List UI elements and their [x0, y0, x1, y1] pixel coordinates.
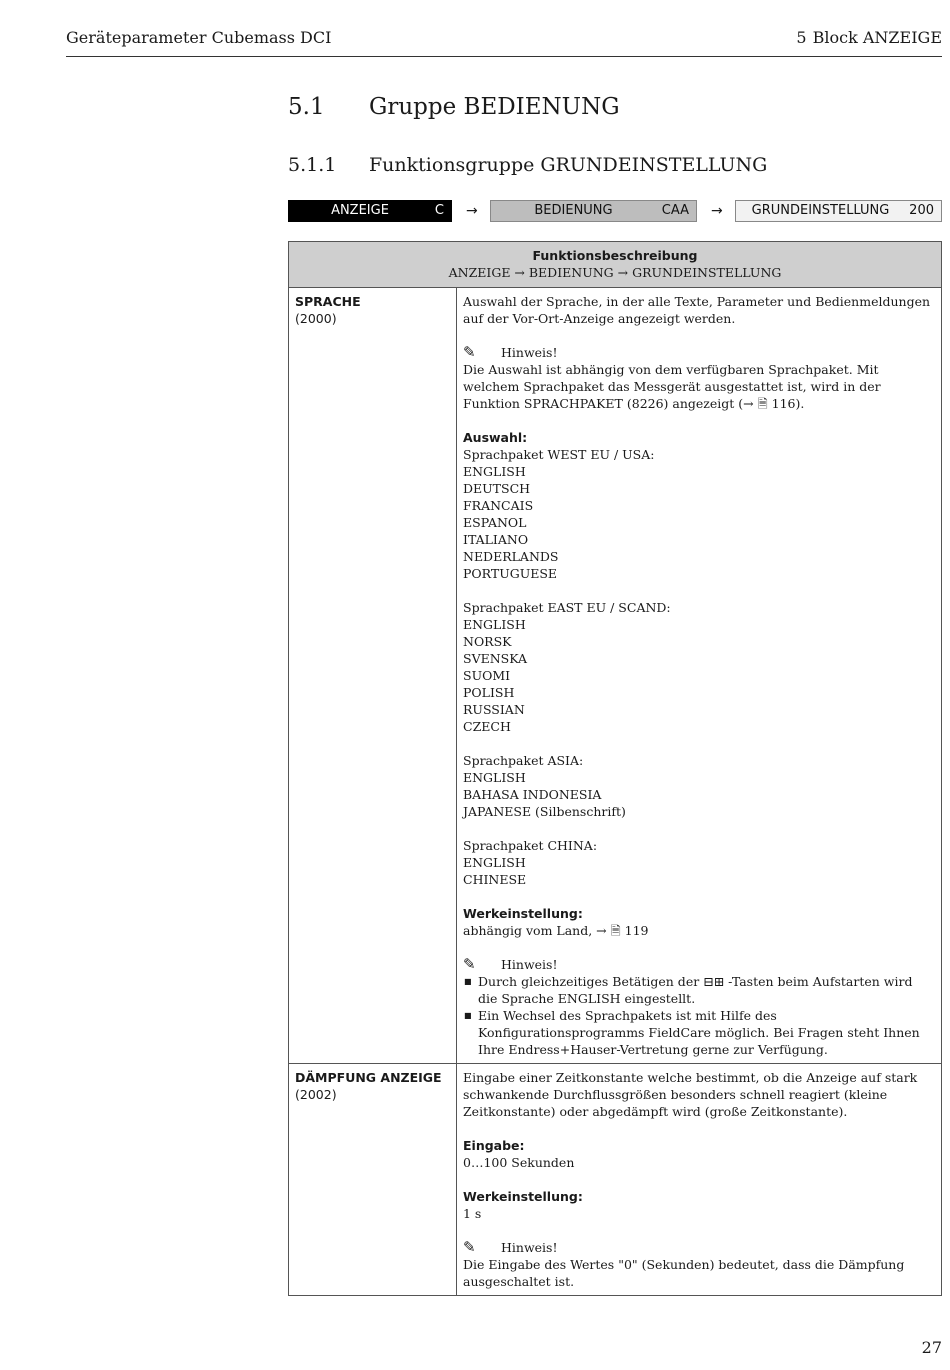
- chapter-header: [790, 28, 942, 47]
- input-value: 0…100 Sekunden: [463, 1155, 575, 1170]
- language-item: CHINESE: [463, 872, 527, 887]
- note-heading: [463, 956, 935, 973]
- section-title: Gruppe BEDIENUNG: [369, 94, 620, 120]
- note-heading: [463, 1239, 935, 1256]
- language-item: NORSK: [463, 634, 512, 649]
- chapter-title: Block ANZEIGE: [812, 28, 942, 47]
- language-item: SVENSKA: [463, 651, 528, 666]
- note-bullet: ■ Durch gleichzeitiges Betätigen der ⊟⊞ -Tasten beim Aufstarten wird die Sprache ENGLISH eingestellt.: [463, 973, 935, 1007]
- note-bullet-list: [463, 973, 935, 1058]
- nav-box-anzeige: [288, 200, 452, 222]
- factory-setting-label: Werkeinstellung:: [463, 906, 583, 921]
- note-heading: [463, 344, 935, 361]
- nav-box-bedienung: [490, 200, 697, 222]
- function-description-cell: [457, 1064, 941, 1295]
- choice-label: Auswahl:: [463, 430, 528, 445]
- function-name: SPRACHE: [295, 294, 361, 309]
- note-label: Hinweis!: [501, 345, 558, 360]
- language-item: SUOMI: [463, 668, 511, 683]
- function-code: (2002): [295, 1087, 337, 1102]
- input-label: Eingabe:: [463, 1138, 525, 1153]
- package-title: Sprachpaket ASIA:: [463, 753, 584, 768]
- function-description-cell: [457, 288, 941, 1063]
- table-row-daempfung: [289, 1064, 941, 1295]
- pencil-icon: ✎: [463, 1238, 476, 1256]
- nav-label: GRUNDEINSTELLUNG: [751, 203, 890, 218]
- factory-setting-value: abhängig vom Land, → 🗎 119: [463, 923, 649, 938]
- language-item: ITALIANO: [463, 532, 529, 547]
- description-text: Auswahl der Sprache, in der alle Texte, Parameter und Bedienmeldungen auf der Vor-Ort-Anzeige angezeigt werden.: [463, 294, 931, 326]
- note-label: Hinweis!: [501, 1240, 558, 1255]
- pencil-icon: ✎: [463, 955, 476, 973]
- factory-setting-value: 1 s: [463, 1206, 482, 1221]
- pencil-icon: ✎: [463, 343, 476, 361]
- note-text: Die Auswahl ist abhängig von dem verfügbaren Sprachpaket. Mit welchem Sprachpaket das Messgerät ausgestattet ist, wird in der Funktion SPRACHPAKET (8226) angezeigt (→ 🗎 116).: [463, 362, 881, 411]
- nav-code: 200: [909, 203, 934, 218]
- nav-code: CAA: [661, 203, 689, 218]
- table-header-title: Funktionsbeschreibung: [532, 248, 698, 263]
- nav-label: ANZEIGE: [331, 203, 389, 218]
- language-item: DEUTSCH: [463, 481, 531, 496]
- header-rule: [66, 56, 942, 57]
- language-item: ENGLISH: [463, 617, 526, 632]
- language-item: BAHASA INDONESIA: [463, 787, 602, 802]
- package-title: Sprachpaket WEST EU / USA:: [463, 447, 655, 462]
- section-heading: [288, 94, 620, 120]
- language-item: POLISH: [463, 685, 515, 700]
- document-title: Geräteparameter Cubemass DCI: [66, 28, 332, 47]
- function-code: (2000): [295, 311, 337, 326]
- note-label: Hinweis!: [501, 957, 558, 972]
- language-item: FRANCAIS: [463, 498, 534, 513]
- note-text: Die Eingabe des Wertes "0" (Sekunden) bedeutet, dass die Dämpfung ausgeschaltet ist.: [463, 1257, 905, 1289]
- section-number: 5.1: [288, 94, 325, 120]
- table-row-sprache: [289, 288, 941, 1064]
- package-title: Sprachpaket CHINA:: [463, 838, 598, 853]
- language-item: ENGLISH: [463, 464, 526, 479]
- language-item: ESPANOL: [463, 515, 527, 530]
- language-item: ENGLISH: [463, 855, 526, 870]
- page-number: 27: [921, 1338, 942, 1357]
- arrow-icon: →: [711, 203, 723, 219]
- description-text: Eingabe einer Zeitkonstante welche bestimmt, ob die Anzeige auf stark schwankende Durchflussgrößen besonders schnell reagiert (kleine Zeitkonstante) oder abgedämpft wird (große Zeitkonstante).: [463, 1070, 918, 1119]
- subsection-number: 5.1.1: [288, 154, 337, 176]
- subsection-title: Funktionsgruppe GRUNDEINSTELLUNG: [369, 154, 768, 176]
- function-name-cell: [289, 288, 457, 1063]
- subsection-heading: [288, 154, 767, 176]
- factory-setting-label: Werkeinstellung:: [463, 1189, 583, 1204]
- language-item: JAPANESE (Silbenschrift): [463, 804, 626, 819]
- function-name: DÄMPFUNG ANZEIGE: [295, 1070, 442, 1085]
- language-item: PORTUGUESE: [463, 566, 558, 581]
- arrow-icon: →: [466, 203, 478, 219]
- package-title: Sprachpaket EAST EU / SCAND:: [463, 600, 671, 615]
- language-item: ENGLISH: [463, 770, 526, 785]
- chapter-number: 5: [796, 28, 807, 47]
- language-item: NEDERLANDS: [463, 549, 559, 564]
- function-name-cell: [289, 1064, 457, 1295]
- table-header-path: ANZEIGE → BEDIENUNG → GRUNDEINSTELLUNG: [448, 265, 782, 280]
- nav-label: BEDIENUNG: [534, 203, 613, 218]
- nav-box-grundeinstellung: [735, 200, 942, 222]
- note-bullet: ■ Ein Wechsel des Sprachpakets ist mit Hilfe des Konfigurationsprogramms FieldCare möglich. Bei Fragen steht Ihnen Ihre Endress+Hauser-Vertretung gerne zur Verfügung.: [463, 1007, 935, 1058]
- function-table: [288, 241, 942, 1296]
- language-item: RUSSIAN: [463, 702, 525, 717]
- table-header: [289, 242, 941, 288]
- nav-code: C: [434, 203, 444, 218]
- language-item: CZECH: [463, 719, 511, 734]
